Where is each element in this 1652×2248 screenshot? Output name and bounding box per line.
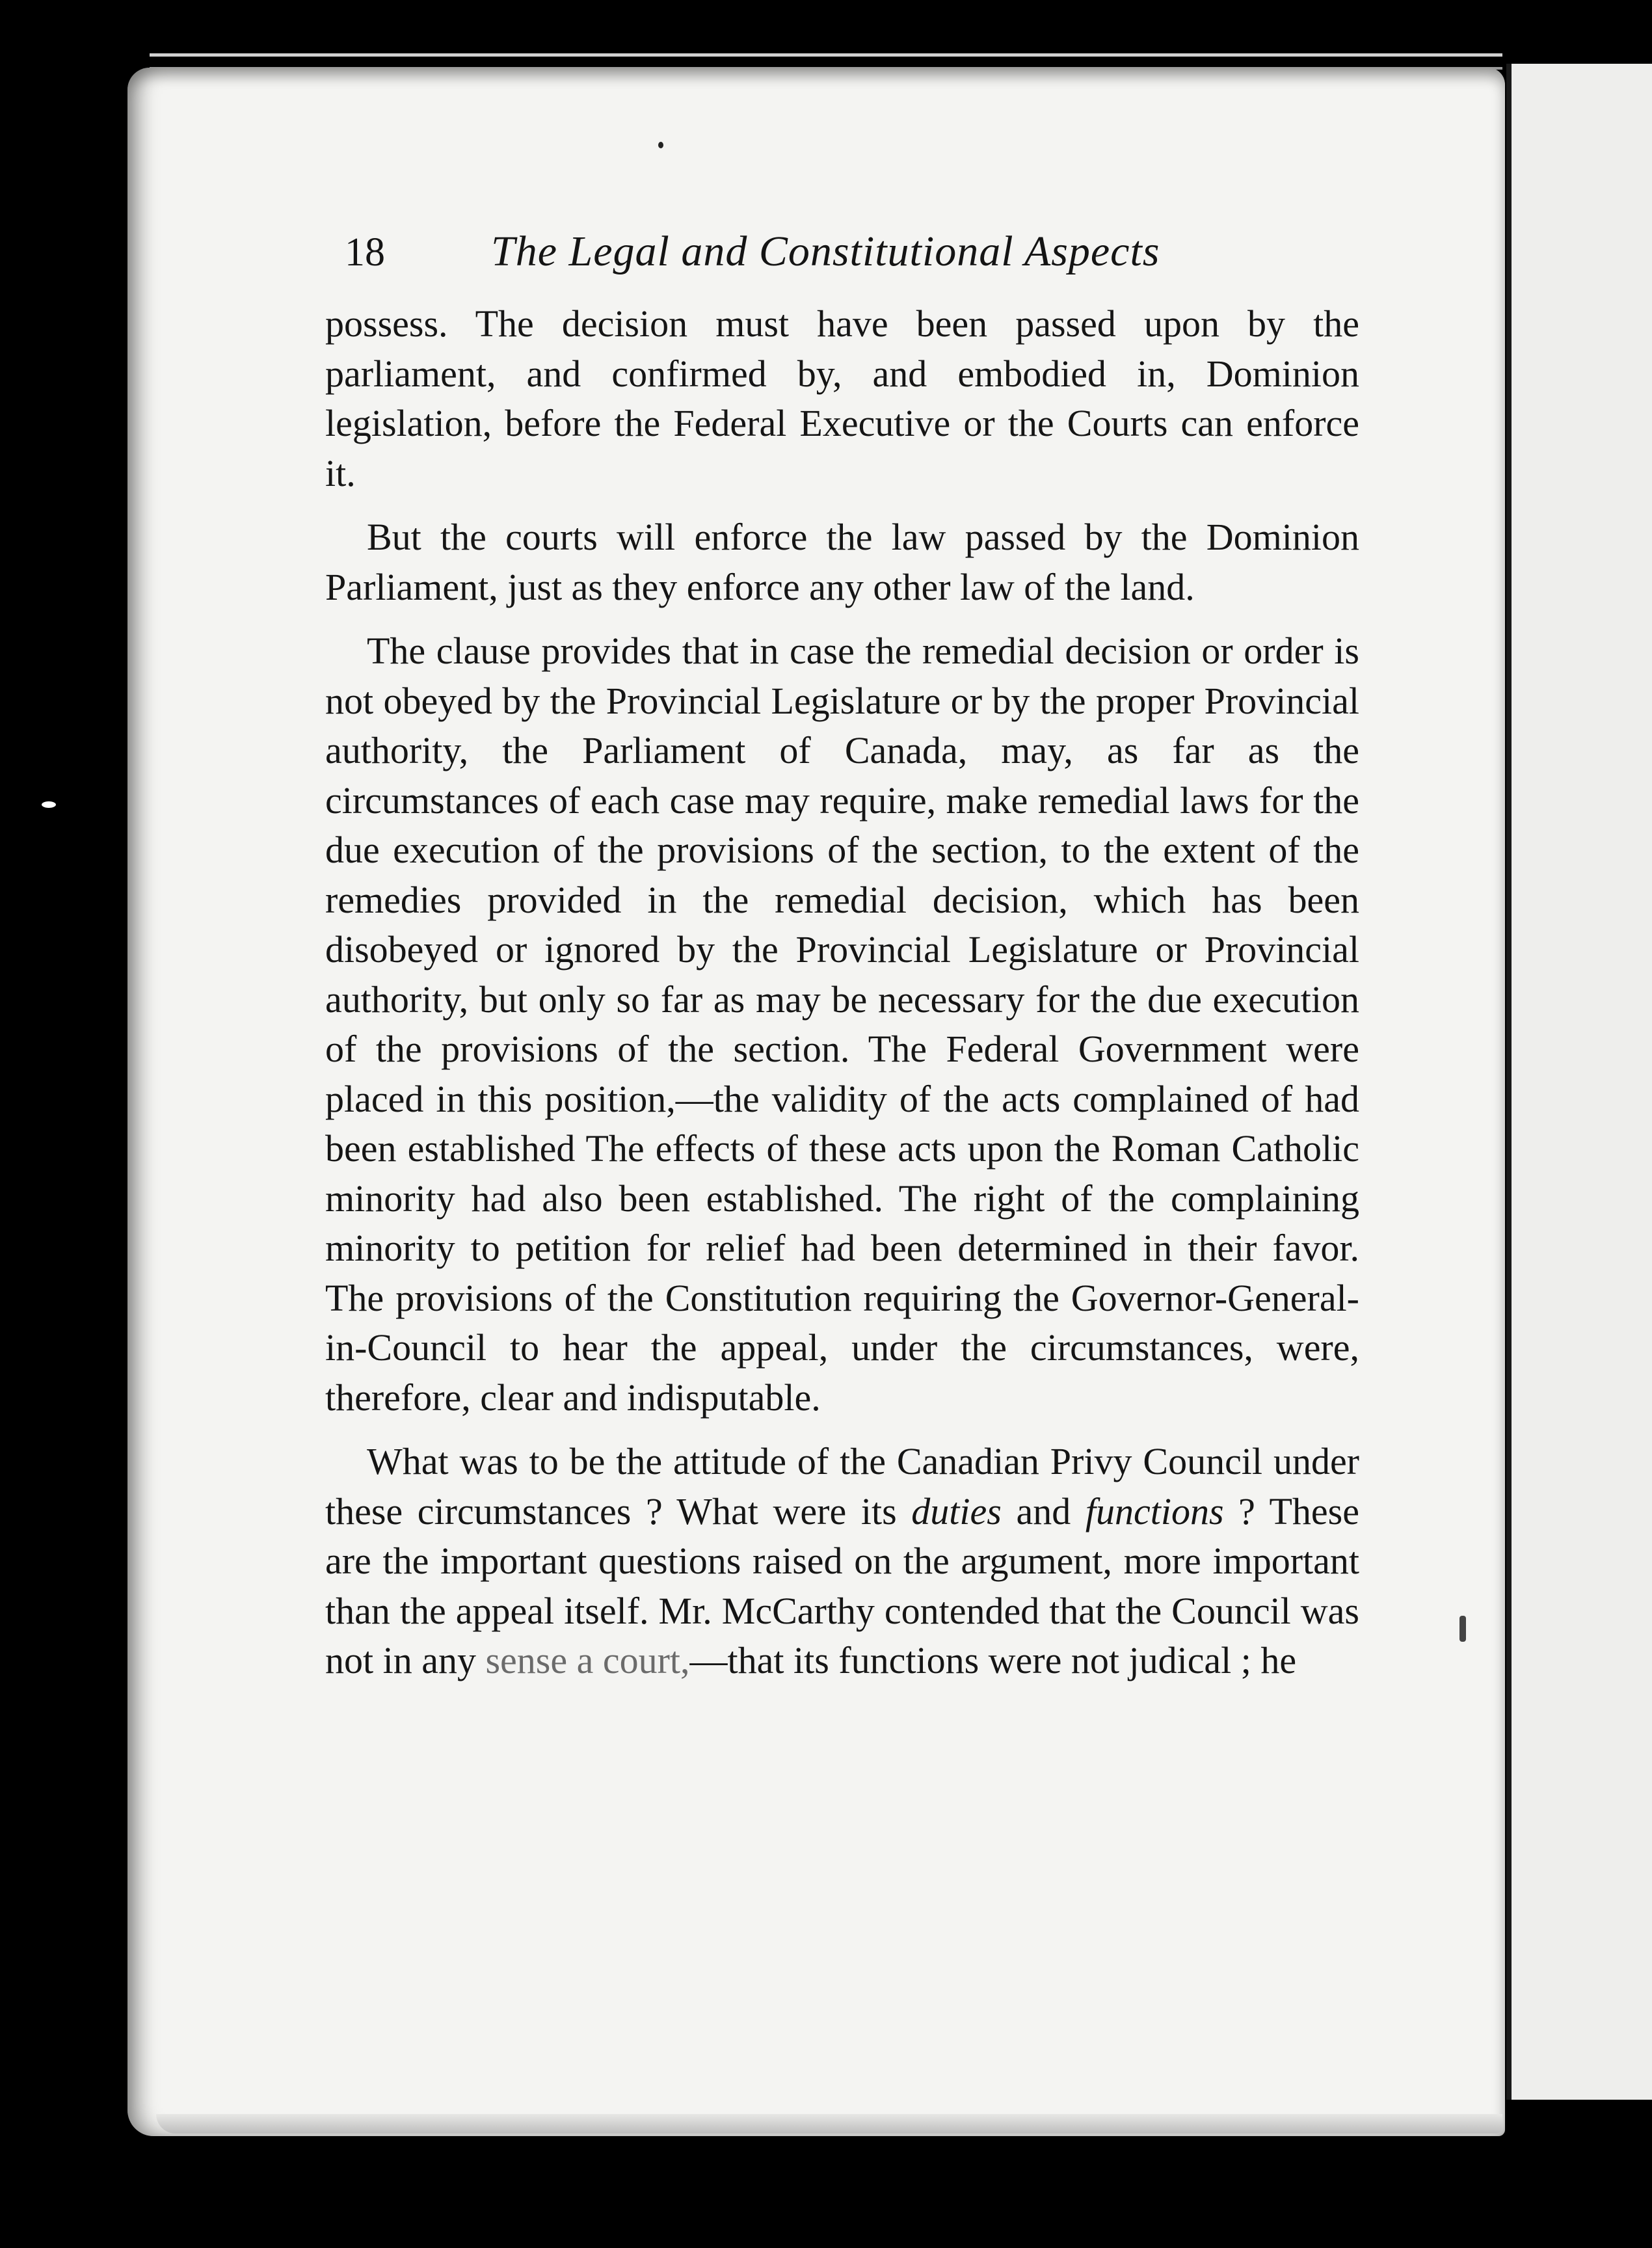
body-text [325,299,1359,1686]
running-head [345,224,1411,296]
page-number: 18 [345,230,385,274]
running-title: The Legal and Constitutional Aspects [491,228,1160,275]
scan-speck [658,142,663,148]
paragraph-4-and: and [1001,1490,1086,1532]
paragraph-4-part-2: ? These are the important questions raised on the argument, more important than the appeal itself. Mr. McCarthy contended that the Council was not in any [325,1490,1359,1681]
facing-page-edge [1506,64,1652,2100]
scan-speck [1459,1616,1466,1642]
paragraph-3: The clause provides that in case the remedial decision or order is not obeyed by the Provincial Legislature or by the proper Provincial authority, the Parliament of Canada, may, as far as the circumstances of each case may require, make remedial laws for the due execution of the provisions of the section, to the extent of the remedies provided in the remedial decision, which has been disobeyed or ignored by the Provincial Legislature or Provincial authority, but only so far as may be necessary for the due execution of the provisions of the section. The Federal Government were placed in this position,—the validity of the acts complained of had been established The effects of these acts upon the Roman Catholic minority had also been established. The right of the complaining minority to petition for relief had been determined in their favor. The provisions of the Constitution requiring the Governor-General-in-Council to hear the appeal, under the circumstances, were, therefore, clear and indisputable. [325,630,1359,1419]
paragraph-1: possess. The decision must have been passed upon by the parliament, and confirmed by, and embodied in, Dominion legislation, before the Federal Executive or the Courts can enforce it. [325,302,1359,494]
page-bottom-edge [156,2114,1502,2134]
paragraph-2: But the courts will enforce the law passed by the Dominion Parliament, just as they enforce any other law of the land. [325,516,1359,608]
italic-duties: duties [911,1490,1002,1532]
paragraph-4-part-1: What was to be the attitude of the Canadian Privy Council under these circumstances ? What were its [325,1440,1359,1532]
scan-speck [42,801,56,808]
paragraph-4-end: —that its functions were not judical ; he [689,1639,1297,1681]
italic-functions: functions [1085,1490,1224,1532]
paragraph-4-faded-text: sense a court, [485,1639,690,1681]
paragraph-4 [325,1437,1359,1686]
